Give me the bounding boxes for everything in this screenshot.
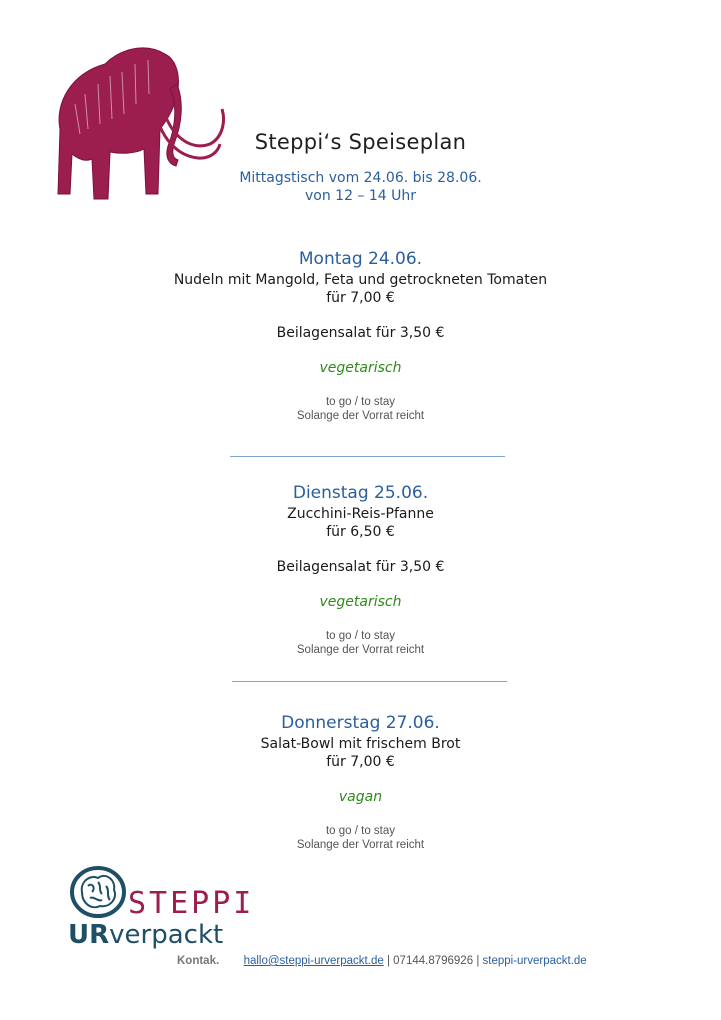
divider: [230, 456, 505, 457]
day-heading: Donnerstag 27.06.: [281, 713, 440, 733]
website-link[interactable]: steppi-urverpackt.de: [482, 955, 587, 967]
side-salad: Beilagensalat für 3,50 €: [276, 325, 445, 341]
phone-number: 07144.8796926: [393, 955, 474, 967]
subtitle-dates: Mittagstisch vom 24.06. bis 28.06.: [239, 170, 482, 186]
diet-label: vagan: [338, 789, 383, 805]
logo-word-steppi: STEPPI: [128, 886, 255, 921]
dish-price: für 7,00 €: [326, 754, 395, 770]
logo-word-urverpackt: [68, 920, 223, 950]
footer: [177, 955, 587, 967]
email-link[interactable]: hallo@steppi-urverpackt.de: [243, 955, 384, 967]
logo-ur: UR: [68, 920, 110, 950]
togo-note: to go / to stay: [325, 630, 396, 642]
dish-price: für 6,50 €: [326, 524, 395, 540]
dish-price: für 7,00 €: [326, 290, 395, 306]
day-heading: Dienstag 25.06.: [292, 483, 429, 503]
dish-name: Salat-Bowl mit frischem Brot: [260, 736, 461, 752]
dish-name: Nudeln mit Mangold, Feta und getrockneten Tomaten: [173, 272, 548, 288]
brain-icon: [68, 862, 128, 922]
steppi-logo: [68, 862, 255, 962]
supply-note: Solange der Vorrat reicht: [296, 410, 425, 422]
diet-label: vegetarisch: [319, 360, 402, 376]
subtitle-hours: von 12 – 14 Uhr: [304, 188, 417, 204]
footer-label: Kontak.: [177, 955, 220, 967]
dish-name: Zucchini-Reis-Pfanne: [287, 506, 434, 522]
supply-note: Solange der Vorrat reicht: [296, 644, 425, 656]
divider: [232, 681, 507, 682]
diet-label: vegetarisch: [319, 594, 402, 610]
togo-note: to go / to stay: [325, 825, 396, 837]
side-salad: Beilagensalat für 3,50 €: [276, 559, 445, 575]
day-heading: Montag 24.06.: [298, 249, 423, 269]
footer-separator: |: [476, 955, 480, 967]
togo-note: to go / to stay: [325, 396, 396, 408]
logo-verpackt: verpackt: [109, 920, 224, 950]
page-title: Steppi‘s Speiseplan: [254, 130, 467, 154]
supply-note: Solange der Vorrat reicht: [296, 839, 425, 851]
footer-separator: |: [386, 955, 390, 967]
